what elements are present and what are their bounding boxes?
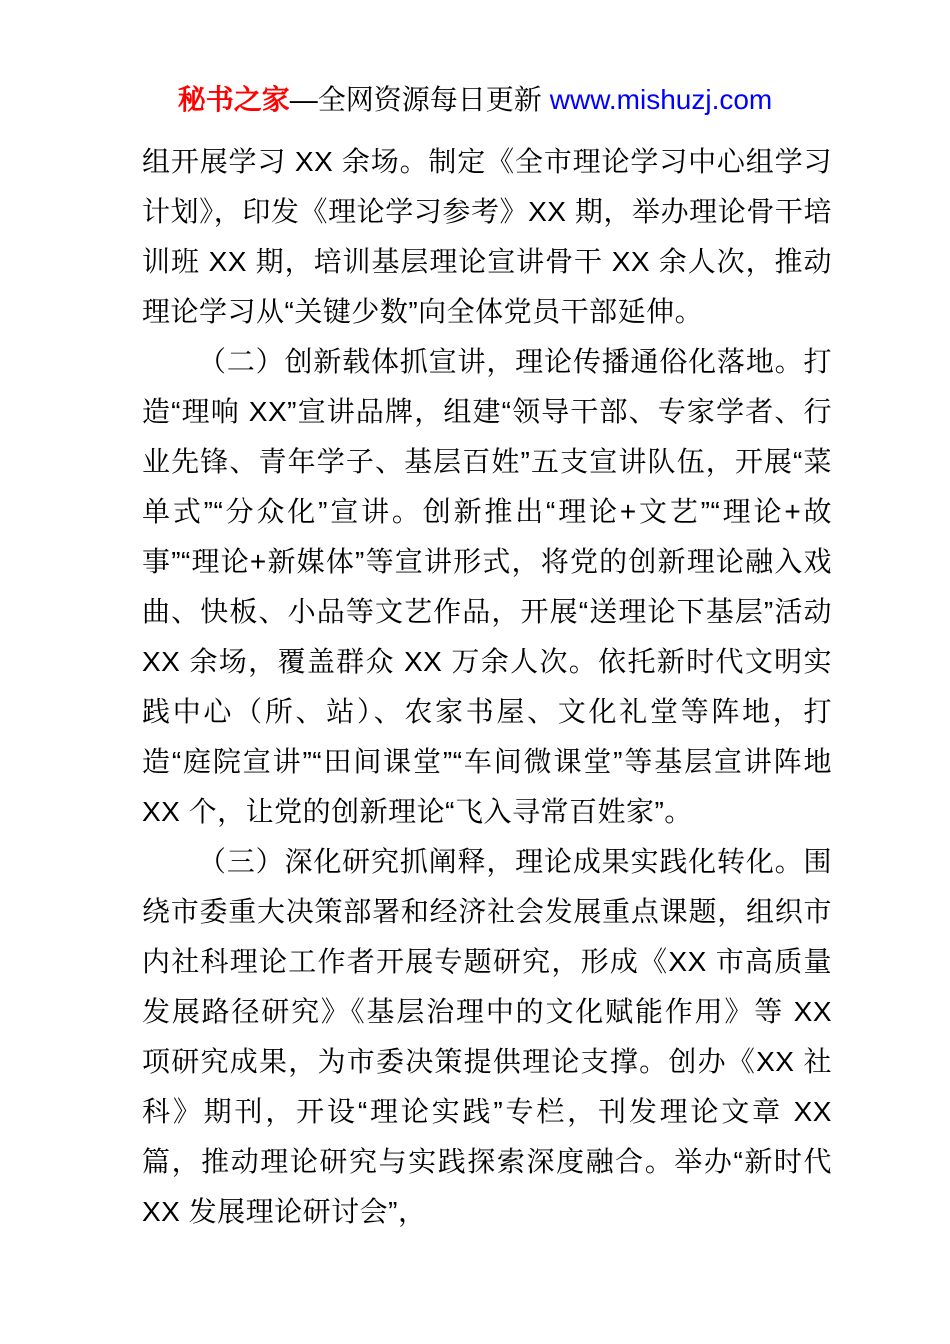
site-url-link[interactable]: www.mishuzj.com	[549, 84, 773, 115]
page-header	[0, 82, 950, 118]
document-paragraph-section-2: （二）创新载体抓宣讲，理论传播通俗化落地。打造“理响 XX”宣讲品牌，组建“领导干部、专家学者、行业先锋、青年学子、基层百姓”五支宣讲队伍，开展“菜单式”“分众化”宣讲。创新推出“理论+文艺”“理论+故事”“理论+新媒体”等宣讲形式，将党的创新理论融入戏曲、快板、小品等文艺作品，开展“送理论下基层”活动 XX 余场，覆盖群众 XX 万余人次。依托新时代文明实践中心（所、站）、农家书屋、文化礼堂等阵地，打造“庭院宣讲”“田间课堂”“车间微课堂”等基层宣讲阵地 XX 个，让党的创新理论“飞入寻常百姓家”。	[142, 346, 832, 827]
document-paragraph-section-3: （三）深化研究抓阐释，理论成果实践化转化。围绕市委重大决策部署和经济社会发展重点课题，组织市内社科理论工作者开展专题研究，形成《XX 市高质量发展路径研究》《基层治理中的文化赋能作用》等 XX 项研究成果，为市委决策提供理论支撑。创办《XX 社科》期刊，开设“理论实践”专栏，刊发理论文章 XX 篇，推动理论研究与实践探索深度融合。举办“新时代 XX 发展理论研讨会”，	[142, 846, 832, 1227]
document-paragraph-continuation: 组开展学习 XX 余场。制定《全市理论学习中心组学习计划》，印发《理论学习参考》XX 期，举办理论骨干培训班 XX 期，培训基层理论宣讲骨干 XX 余人次，推动理论学习从“关键少数”向全体党员干部延伸。	[142, 146, 832, 327]
document-body	[142, 137, 832, 1237]
site-brand: 秘书之家	[177, 84, 290, 115]
site-tagline: —全网资源每日更新	[289, 84, 542, 115]
